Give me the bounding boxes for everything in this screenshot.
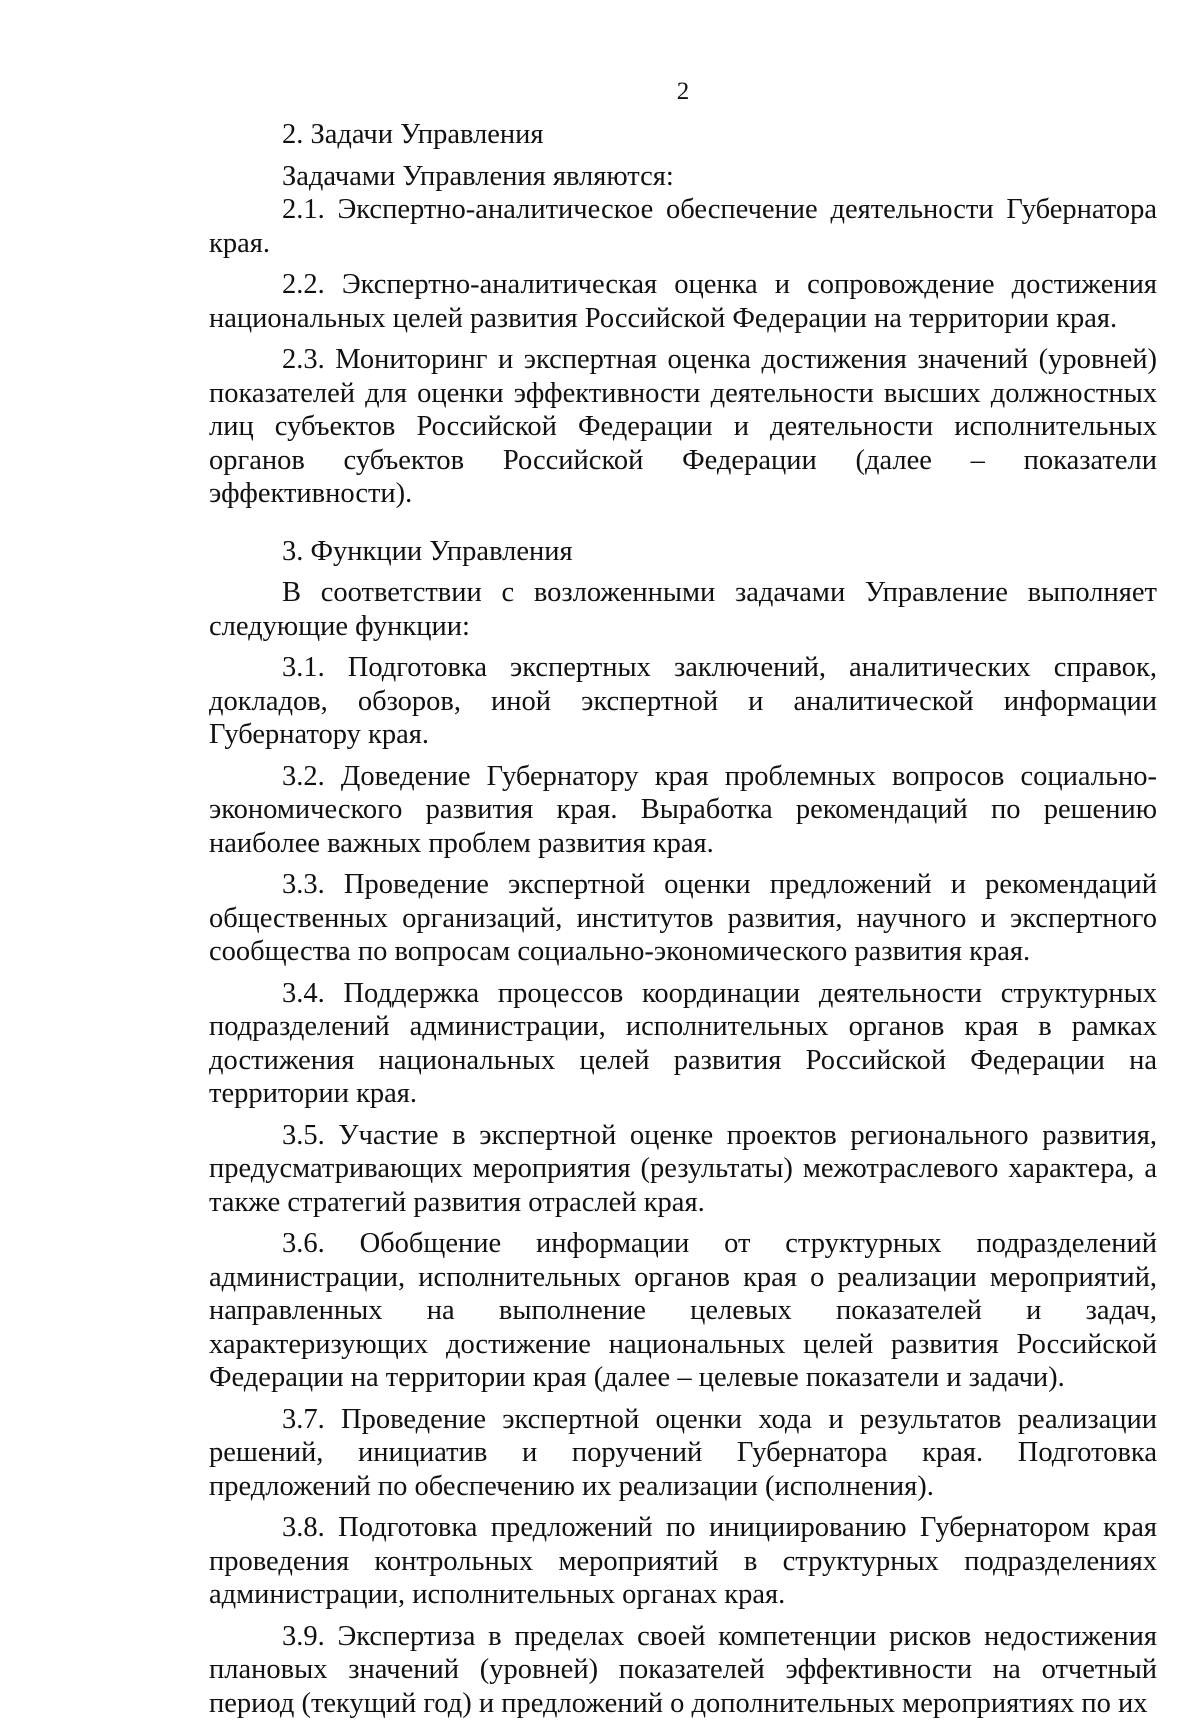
section-3-item-8: 3.8. Подготовка предложений по инициированию Губернатором края проведения контрольных мероприятий в структурных подразделениях администрации, исполнительных органах края. bbox=[209, 1511, 1157, 1612]
section-2-intro: Задачами Управления являются: bbox=[209, 160, 1157, 194]
section-3-item-9: 3.9. Экспертиза в пределах своей компетенции рисков недостижения плановых значений (уровней) показателей эффективности на отчетный период (текущий год) и предложений о дополнительных мероприятиях по их bbox=[209, 1620, 1157, 1720]
section-3-item-1: 3.1. Подготовка экспертных заключений, аналитических справок, докладов, обзоров, иной экспертной и аналитической информации Губернатору края. bbox=[209, 651, 1157, 752]
section-2-item-1: 2.1. Экспертно-аналитическое обеспечение деятельности Губернатора края. bbox=[209, 193, 1157, 260]
section-2-item-2: 2.2. Экспертно-аналитическая оценка и сопровождение достижения национальных целей развития Российской Федерации на территории края. bbox=[209, 268, 1157, 335]
section-2-item-3: 2.3. Мониторинг и экспертная оценка достижения значений (уровней) показателей для оценки эффективности деятельности высших должностных лиц субъектов Российской Федерации и деятельности исполнительных органов субъектов Российской Федерации (далее – показатели эффективности). bbox=[209, 343, 1157, 511]
section-3-item-7: 3.7. Проведение экспертной оценки хода и результатов реализации решений, инициатив и поручений Губернатора края. Подготовка предложений по обеспечению их реализации (исполнения). bbox=[209, 1403, 1157, 1504]
section-2-heading: 2. Задачи Управления bbox=[209, 118, 1157, 152]
section-3-heading: 3. Функции Управления bbox=[209, 535, 1157, 569]
section-3-intro: В соответствии с возложенными задачами Управление выполняет следующие функции: bbox=[209, 576, 1157, 643]
document-body bbox=[209, 118, 1157, 1720]
section-3-item-3: 3.3. Проведение экспертной оценки предложений и рекомендаций общественных организаций, институтов развития, научного и экспертного сообщества по вопросам социально-экономического развития края. bbox=[209, 868, 1157, 969]
page-number: 2 bbox=[0, 78, 1200, 106]
section-3-item-4: 3.4. Поддержка процессов координации деятельности структурных подразделений администрации, исполнительных органов края в рамках достижения национальных целей развития Российской Федерации на территории края. bbox=[209, 977, 1157, 1111]
section-3-item-2: 3.2. Доведение Губернатору края проблемных вопросов социально-экономического развития края. Выработка рекомендаций по решению наиболее важных проблем развития края. bbox=[209, 760, 1157, 861]
section-3-item-5: 3.5. Участие в экспертной оценке проектов регионального развития, предусматривающих мероприятия (результаты) межотраслевого характера, а также стратегий развития отраслей края. bbox=[209, 1119, 1157, 1220]
section-3-item-6: 3.6. Обобщение информации от структурных подразделений администрации, исполнительных органов края о реализации мероприятий, направленных на выполнение целевых показателей и задач, характеризующих достижение национальных целей развития Российской Федерации на территории края (далее – целевые показатели и задачи). bbox=[209, 1227, 1157, 1395]
